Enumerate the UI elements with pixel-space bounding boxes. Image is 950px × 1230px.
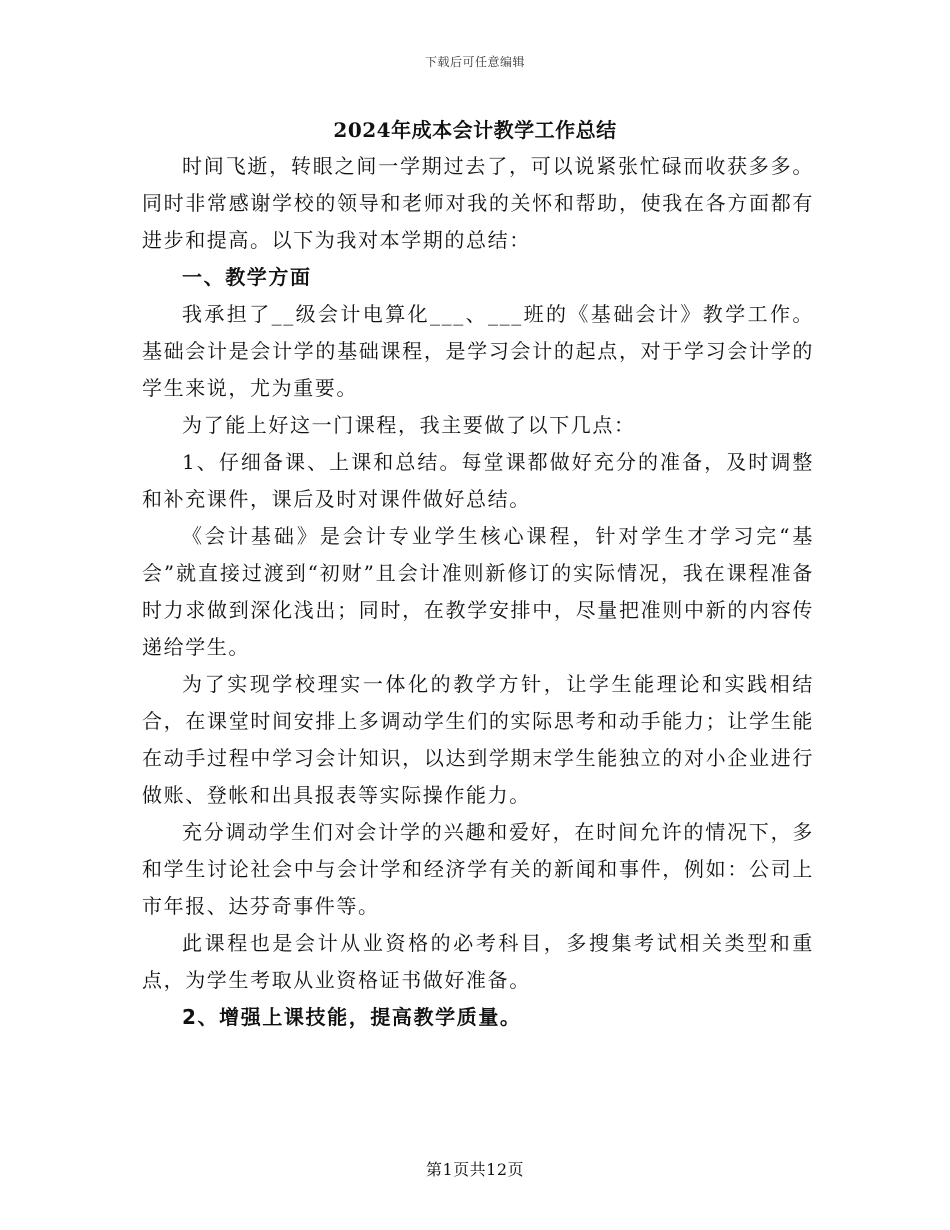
practice-paragraph: 为了实现学校理实一体化的教学方针，让学生能理论和实践相结合，在课堂时间安排上多调动学生们的实际思考和动手能力；让学生能在动手过程中学习会计知识，以达到学期末学生能独立的对小企业进行做账、登帐和出具报表等实际操作能力。 bbox=[142, 672, 814, 807]
header-note: 下载后可任意编辑 bbox=[424, 55, 525, 69]
document-body bbox=[142, 148, 814, 1036]
point-2-heading: 2、增强上课技能，提高教学质量。 bbox=[182, 1005, 522, 1029]
page-number: 第1页共12页 bbox=[425, 1160, 525, 1179]
exam-paragraph: 此课程也是会计从业资格的必考科目，多搜集考试相关类型和重点，为学生考取从业资格证书做好准备。 bbox=[142, 931, 814, 992]
document-title: 2024年成本会计教学工作总结 bbox=[333, 118, 617, 142]
section-heading-teaching: 一、教学方面 bbox=[182, 265, 312, 289]
points-intro-paragraph: 为了能上好这一门课程，我主要做了以下几点： bbox=[182, 413, 636, 437]
course-paragraph: 我承担了__级会计电算化___、___班的《基础会计》教学工作。基础会计是会计学的基础课程，是学习会计的起点，对于学习会计学的学生来说，尤为重要。 bbox=[142, 302, 814, 400]
point-1-paragraph: 1、仔细备课、上课和总结。每堂课都做好充分的准备，及时调整和补充课件，课后及时对课件做好总结。 bbox=[142, 450, 814, 511]
course-core-paragraph: 《会计基础》是会计专业学生核心课程，针对学生才学习完“基会”就直接过渡到“初财”且会计准则新修订的实际情况，我在课程准备时力求做到深化浅出；同时，在教学安排中，尽量把准则中新的内容传递给学生。 bbox=[142, 524, 814, 659]
intro-paragraph: 时间飞逝，转眼之间一学期过去了，可以说紧张忙碌而收获多多。同时非常感谢学校的领导和老师对我的关怀和帮助，使我在各方面都有进步和提高。以下为我对本学期的总结： bbox=[142, 154, 814, 252]
interest-paragraph: 充分调动学生们对会计学的兴趣和爱好，在时间允许的情况下，多和学生讨论社会中与会计学和经济学有关的新闻和事件，例如：公司上市年报、达芬奇事件等。 bbox=[142, 820, 814, 918]
